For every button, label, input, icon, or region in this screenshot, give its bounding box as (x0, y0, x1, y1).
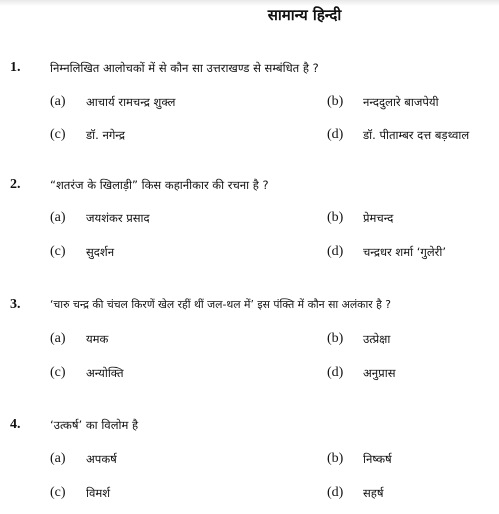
option-mark: (b) (327, 210, 344, 225)
option-text: आचार्य रामचन्द्र शुक्ल (86, 95, 176, 109)
question-text: “शतरंज के खिलाड़ी” किस कहानीकार की रचना है ? (50, 178, 269, 192)
option-mark: (c) (50, 127, 66, 142)
question-text: ‘चारु चन्द्र की चंचल किरणें खेल रहीं थीं जल-थल में’ इस पंक्ति में कौन सा अलंकार है ? (50, 298, 392, 311)
option-text: प्रेमचन्द (363, 211, 394, 225)
option-text: चन्द्रधर शर्मा ‘गुलेरी’ (363, 245, 446, 259)
question-number: 3. (10, 297, 21, 312)
option-mark: (a) (50, 451, 66, 466)
option-text: डॉ. नगेन्द्र (86, 128, 125, 142)
question-number: 1. (10, 60, 21, 75)
option-mark: (c) (50, 485, 66, 500)
question-text: ‘उत्कर्ष’ का विलोम है (50, 418, 139, 432)
option-mark: (a) (50, 331, 66, 346)
question-number: 2. (10, 177, 21, 192)
option-mark: (b) (327, 94, 344, 109)
option-text: सहर्ष (363, 486, 384, 500)
option-text: जयशंकर प्रसाद (86, 211, 150, 225)
option-text: विमर्श (86, 486, 111, 500)
option-mark: (a) (50, 94, 66, 109)
option-text: डॉ. पीताम्बर दत्त बड़थ्वाल (363, 128, 470, 142)
option-text: निष्कर्ष (363, 452, 392, 466)
option-mark: (b) (327, 451, 344, 466)
option-mark: (b) (327, 331, 344, 346)
option-mark: (d) (327, 127, 344, 142)
option-mark: (a) (50, 210, 66, 225)
option-text: उत्प्रेक्षा (363, 332, 391, 346)
option-text: अनुप्रास (363, 366, 396, 380)
option-text: अपकर्ष (86, 452, 117, 466)
option-text: यमक (86, 332, 109, 346)
option-mark: (d) (327, 244, 344, 259)
option-mark: (d) (327, 365, 344, 380)
option-mark: (d) (327, 485, 344, 500)
option-text: अन्योक्ति (86, 366, 124, 380)
page-title: सामान्य हिन्दी (267, 6, 342, 24)
option-mark: (c) (50, 244, 66, 259)
option-text: सुदर्शन (86, 245, 115, 259)
option-text: नन्ददुलारे बाजपेयी (363, 95, 439, 109)
question-number: 4. (10, 417, 21, 432)
question-text: निम्नलिखित आलोचकों में से कौन सा उत्तराखण्ड से सम्बंधित है ? (50, 61, 319, 75)
option-mark: (c) (50, 365, 66, 380)
